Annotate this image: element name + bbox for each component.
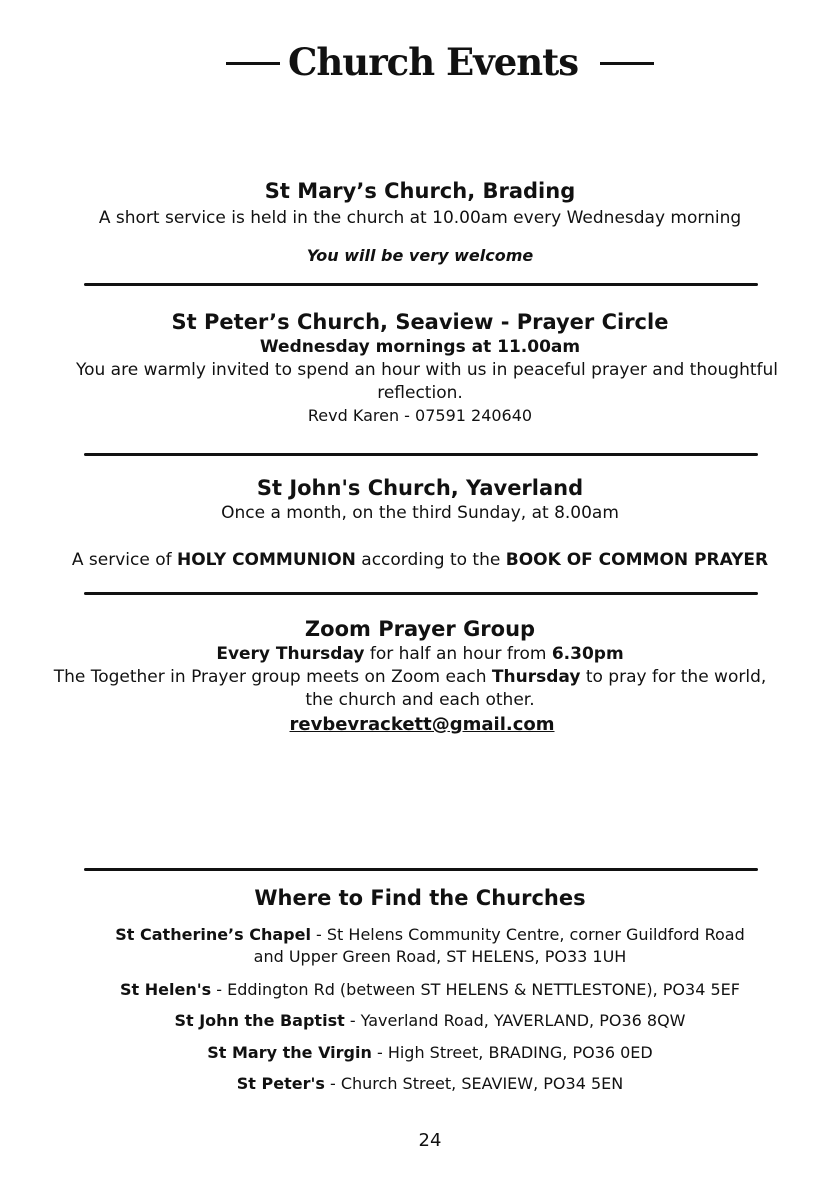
location-item: St Peter's - Church Street, SEAVIEW, PO34 5EN — [236, 1074, 624, 1093]
event-service: A service of HOLY COMMUNION according to the BOOK OF COMMON PRAYER — [71, 550, 769, 570]
event-when: Wednesday mornings at 11.00am — [259, 337, 581, 357]
event-welcome: You will be very welcome — [306, 246, 534, 265]
location-item-cont: and Upper Green Road, ST HELENS, PO33 1UH — [253, 947, 627, 966]
event-heading: Zoom Prayer Group — [304, 617, 536, 641]
event-st-peters — [0, 308, 840, 427]
page-title-text: Church Events — [287, 40, 579, 84]
divider — [84, 453, 758, 456]
event-when: Once a month, on the third Sunday, at 8.00am — [221, 503, 619, 523]
event-heading: St Peter’s Church, Seaview - Prayer Circle — [171, 310, 669, 334]
event-when: Every Thursday for half an hour from 6.30pm — [216, 644, 624, 664]
event-heading: St Mary’s Church, Brading — [264, 179, 576, 203]
event-desc: The Together in Prayer group meets on Zoom each Thursday to pray for the world, — [53, 667, 767, 687]
event-st-marys — [0, 177, 840, 265]
locations-heading: Where to Find the Churches — [254, 886, 586, 910]
event-zoom — [0, 615, 840, 738]
email-link[interactable]: revbevrackett@gmail.com — [289, 714, 555, 735]
divider — [84, 592, 758, 595]
title-dash-left — [226, 62, 280, 65]
event-st-johns — [0, 474, 840, 572]
event-desc-2: reflection. — [377, 383, 463, 403]
divider — [84, 868, 758, 871]
locations-heading-block — [0, 884, 840, 912]
location-item: St Mary the Virgin - High Street, BRADING, PO36 0ED — [207, 1043, 653, 1062]
page-number: 24 — [418, 1130, 442, 1151]
divider — [84, 283, 758, 286]
title-dash-right — [600, 62, 654, 65]
event-contact: Revd Karen - 07591 240640 — [307, 406, 533, 425]
event-heading: St John's Church, Yaverland — [256, 476, 584, 500]
location-item: St John the Baptist - Yaverland Road, YAVERLAND, PO36 8QW — [174, 1011, 686, 1030]
event-text: A short service is held in the church at 10.00am every Wednesday morning — [98, 208, 742, 228]
page-title — [0, 40, 840, 84]
event-desc-2: the church and each other. — [305, 690, 535, 710]
location-item: St Catherine’s Chapel - St Helens Community Centre, corner Guildford Road — [115, 925, 745, 944]
location-item: St Helen's - Eddington Rd (between ST HELENS & NETTLESTONE), PO34 5EF — [120, 980, 740, 999]
event-desc: You are warmly invited to spend an hour with us in peaceful prayer and thoughtful — [75, 360, 779, 380]
